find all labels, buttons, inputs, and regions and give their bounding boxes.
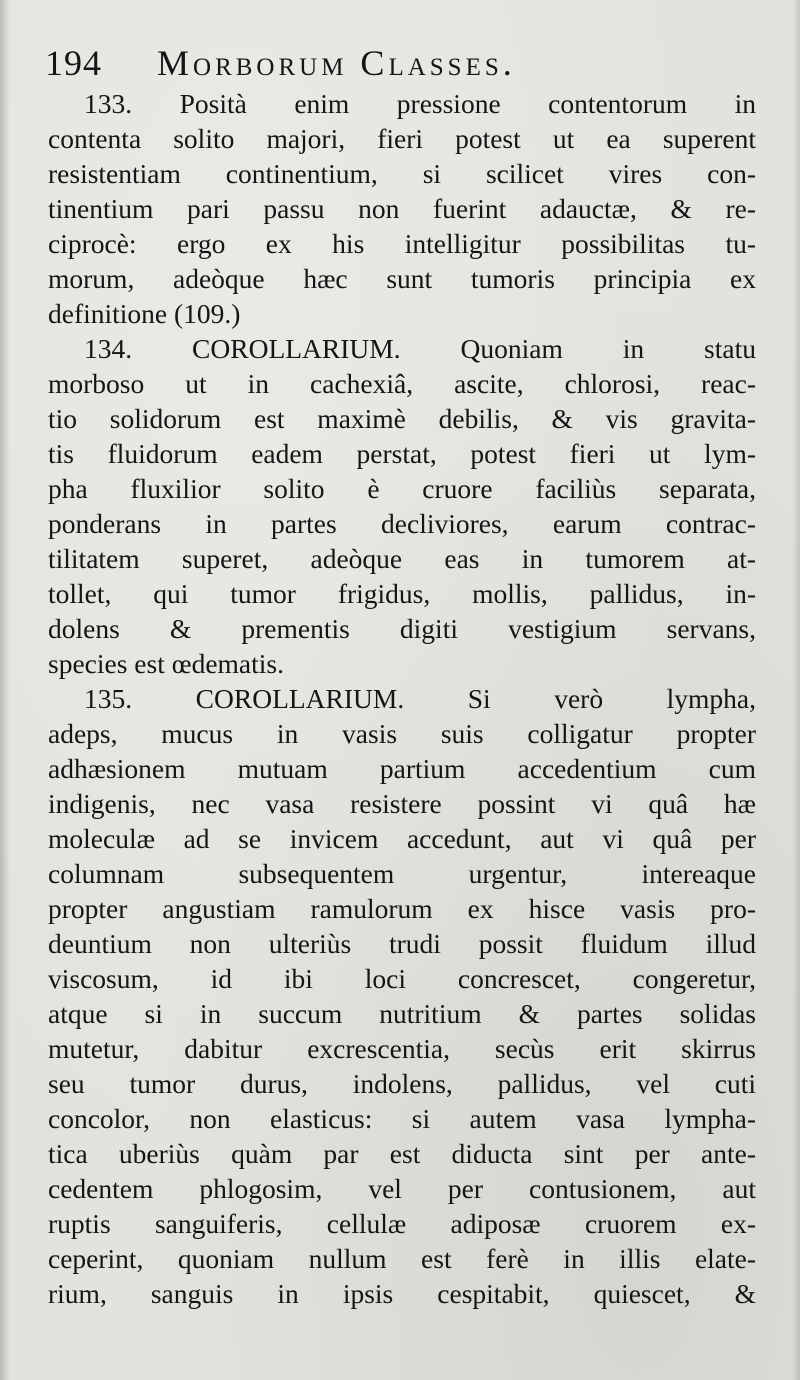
text-line: morum, adeòque hæc sunt tumoris principia ex (48, 263, 756, 294)
text-line: ceperint, quoniam nullum est ferè in illis elate- (48, 1243, 756, 1274)
body-text (48, 86, 756, 1311)
text-line: definitione (109.) (48, 298, 241, 329)
text-line: propter angustiam ramulorum ex hisce vasis pro- (48, 893, 756, 924)
text-line: concolor, non elasticus: si autem vasa lympha- (48, 1103, 756, 1134)
text-line: tilitatem superet, adeòque eas in tumorem at- (48, 543, 756, 574)
text-line: 134. COROLLARIUM. Quoniam in statu (84, 333, 756, 364)
text-line: 133. Posità enim pressione contentorum in (84, 88, 756, 119)
text-line: contenta solito majori, fieri potest ut ea superent (48, 123, 756, 154)
page-shadow-right (792, 0, 800, 1380)
text-line: resistentiam continentium, si scilicet vires con- (48, 158, 756, 189)
text-line: tollet, qui tumor frigidus, mollis, pallidus, in- (48, 578, 756, 609)
text-line: rium, sanguis in ipsis cespitabit, quiescet, & (48, 1278, 756, 1309)
running-title: Morborum Classes. (157, 43, 516, 83)
page-header (45, 40, 755, 90)
text-line: seu tumor durus, indolens, pallidus, vel cuti (48, 1068, 756, 1099)
text-line: ruptis sanguiferis, cellulæ adiposæ cruorem ex- (48, 1208, 756, 1239)
text-line: mutetur, dabitur excrescentia, secùs erit skirrus (48, 1033, 756, 1064)
text-line: columnam subsequentem urgentur, intereaque (48, 858, 756, 889)
text-line: moleculæ ad se invicem accedunt, aut vi quâ per (48, 823, 756, 854)
text-line: dolens & prementis digiti vestigium servans, (48, 613, 756, 644)
text-line: morboso ut in cachexiâ, ascite, chlorosi, reac- (48, 368, 756, 399)
text-line: adhæsionem mutuam partium accedentium cum (48, 753, 756, 784)
text-line: cedentem phlogosim, vel per contusionem, aut (48, 1173, 756, 1204)
text-line: ciprocè: ergo ex his intelligitur possibilitas tu- (48, 228, 756, 259)
page-shadow-left (0, 0, 10, 1380)
page-number: 194 (45, 43, 102, 83)
text-line: adeps, mucus in vasis suis colligatur propter (48, 718, 756, 749)
text-line: atque si in succum nutritium & partes solidas (48, 998, 756, 1029)
text-line: tinentium pari passu non fuerint adauctæ, & re- (48, 193, 756, 224)
text-line: tica uberiùs quàm par est diducta sint per ante- (48, 1138, 756, 1169)
text-line: 135. COROLLARIUM. Si verò lympha, (84, 683, 756, 714)
text-line: species est œdematis. (48, 648, 284, 679)
text-line: indigenis, nec vasa resistere possint vi quâ hæ (48, 788, 756, 819)
text-line: ponderans in partes decliviores, earum contrac- (48, 508, 756, 539)
text-line: tio solidorum est maximè debilis, & vis gravita- (48, 403, 756, 434)
text-line: viscosum, id ibi loci concrescet, congeretur, (48, 963, 756, 994)
text-line: pha fluxilior solito è cruore faciliùs separata, (48, 473, 756, 504)
text-line: tis fluidorum eadem perstat, potest fieri ut lym- (48, 438, 756, 469)
text-line: deuntium non ulteriùs trudi possit fluidum illud (48, 928, 756, 959)
